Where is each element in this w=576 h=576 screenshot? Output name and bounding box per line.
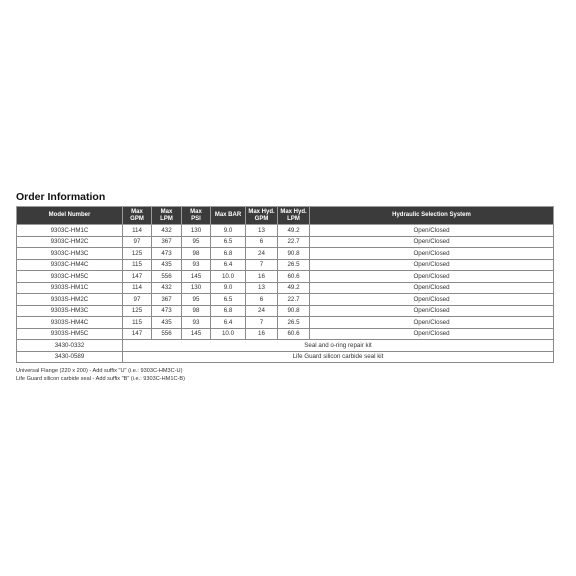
cell-hyd-lpm: 49.2 <box>278 282 310 294</box>
cell-lpm: 435 <box>152 317 182 329</box>
cell-hyd-lpm: 26.5 <box>278 259 310 271</box>
cell-lpm: 432 <box>152 282 182 294</box>
cell-model: 9303S-HM1C <box>17 282 123 294</box>
column-header-max-hyd-lpm <box>278 207 310 225</box>
kit-description: Life Guard silicon carbide seal kit <box>123 351 554 363</box>
cell-hyd-gpm: 13 <box>246 282 278 294</box>
cell-hyd-gpm: 24 <box>246 305 278 317</box>
cell-gpm: 147 <box>123 328 152 340</box>
cell-system: Open/Closed <box>310 294 554 306</box>
cell-model: 9303S-HM2C <box>17 294 123 306</box>
cell-gpm: 147 <box>123 271 152 283</box>
cell-model: 9303C-HM1C <box>17 225 123 237</box>
table-row <box>17 248 554 260</box>
kit-row <box>17 340 554 352</box>
cell-hyd-lpm: 90.8 <box>278 305 310 317</box>
column-header-max-psi <box>182 207 211 225</box>
cell-model: 9303S-HM5C <box>17 328 123 340</box>
cell-hyd-lpm: 60.6 <box>278 328 310 340</box>
cell-psi: 95 <box>182 236 211 248</box>
note-line: Life Guard silicon carbide seal - Add suffix "B" (i.e.: 9303C-HM1C-B) <box>16 375 185 382</box>
cell-hyd-lpm: 90.8 <box>278 248 310 260</box>
column-header-line: GPM <box>254 215 269 222</box>
column-header-line: Max <box>131 209 143 215</box>
cell-system: Open/Closed <box>310 259 554 271</box>
table-body <box>17 225 554 363</box>
order-table <box>16 206 554 363</box>
cell-bar: 10.0 <box>211 271 246 283</box>
cell-psi: 130 <box>182 282 211 294</box>
cell-psi: 98 <box>182 305 211 317</box>
column-header-hydraulic-selection-system <box>310 207 554 225</box>
column-header-line: Max BAR <box>214 212 242 219</box>
cell-psi: 98 <box>182 248 211 260</box>
cell-system: Open/Closed <box>310 236 554 248</box>
section-heading: Order Information <box>16 191 106 203</box>
table-row <box>17 294 554 306</box>
cell-model: 9303C-HM5C <box>17 271 123 283</box>
cell-psi: 145 <box>182 328 211 340</box>
cell-hyd-lpm: 22.7 <box>278 236 310 248</box>
kit-part-number: 3430-0589 <box>17 351 123 363</box>
cell-gpm: 114 <box>123 225 152 237</box>
cell-lpm: 435 <box>152 259 182 271</box>
cell-gpm: 125 <box>123 248 152 260</box>
column-header-line: Max <box>160 209 173 215</box>
cell-hyd-lpm: 49.2 <box>278 225 310 237</box>
cell-gpm: 125 <box>123 305 152 317</box>
column-header-max-bar <box>211 207 246 225</box>
column-header-max-lpm <box>152 207 182 225</box>
cell-lpm: 367 <box>152 236 182 248</box>
cell-gpm: 97 <box>123 236 152 248</box>
cell-hyd-lpm: 22.7 <box>278 294 310 306</box>
cell-hyd-gpm: 6 <box>246 236 278 248</box>
table-row <box>17 317 554 329</box>
order-notes <box>16 368 554 383</box>
cell-hyd-gpm: 7 <box>246 259 278 271</box>
cell-bar: 6.8 <box>211 305 246 317</box>
table-row <box>17 282 554 294</box>
cell-bar: 6.8 <box>211 248 246 260</box>
cell-hyd-gpm: 6 <box>246 294 278 306</box>
cell-bar: 9.0 <box>211 282 246 294</box>
cell-hyd-lpm: 60.6 <box>278 271 310 283</box>
column-header-line: Hydraulic Selection System <box>392 212 471 219</box>
column-header-max-gpm <box>123 207 152 225</box>
cell-bar: 6.5 <box>211 294 246 306</box>
column-header-line: LPM <box>160 215 173 222</box>
cell-psi: 130 <box>182 225 211 237</box>
cell-hyd-gpm: 16 <box>246 328 278 340</box>
cell-system: Open/Closed <box>310 305 554 317</box>
column-header-line: PSI <box>191 215 201 222</box>
kit-description: Seal and o-ring repair kit <box>123 340 554 352</box>
cell-model: 9303S-HM3C <box>17 305 123 317</box>
cell-gpm: 97 <box>123 294 152 306</box>
cell-bar: 6.5 <box>211 236 246 248</box>
column-header-line: Max Hyd. <box>248 209 275 215</box>
cell-hyd-gpm: 24 <box>246 248 278 260</box>
cell-bar: 6.4 <box>211 259 246 271</box>
cell-psi: 93 <box>182 317 211 329</box>
cell-hyd-gpm: 7 <box>246 317 278 329</box>
column-header-line: Model Number <box>48 212 91 219</box>
note-line: Universal Flange (220 x 200) - Add suffix "U" (i.e.: 9303C-HM3C-U) <box>16 368 183 374</box>
table-row <box>17 271 554 283</box>
kit-row <box>17 351 554 363</box>
table-row <box>17 305 554 317</box>
cell-psi: 93 <box>182 259 211 271</box>
cell-lpm: 556 <box>152 328 182 340</box>
cell-system: Open/Closed <box>310 282 554 294</box>
cell-model: 9303C-HM2C <box>17 236 123 248</box>
cell-lpm: 556 <box>152 271 182 283</box>
cell-gpm: 115 <box>123 259 152 271</box>
table-row <box>17 259 554 271</box>
column-header-line: Max <box>190 209 202 215</box>
cell-system: Open/Closed <box>310 248 554 260</box>
cell-system: Open/Closed <box>310 271 554 283</box>
column-header-line: GPM <box>130 215 144 222</box>
cell-bar: 10.0 <box>211 328 246 340</box>
cell-lpm: 473 <box>152 305 182 317</box>
cell-system: Open/Closed <box>310 225 554 237</box>
column-header-line: Max Hyd. <box>280 209 307 215</box>
cell-model: 9303S-HM4C <box>17 317 123 329</box>
column-header-model-number <box>17 207 123 225</box>
cell-psi: 95 <box>182 294 211 306</box>
cell-gpm: 114 <box>123 282 152 294</box>
cell-model: 9303C-HM3C <box>17 248 123 260</box>
cell-lpm: 473 <box>152 248 182 260</box>
cell-gpm: 115 <box>123 317 152 329</box>
column-header-line: LPM <box>287 215 300 222</box>
column-header-max-hyd-gpm <box>246 207 278 225</box>
cell-system: Open/Closed <box>310 317 554 329</box>
table-row <box>17 225 554 237</box>
cell-model: 9303C-HM4C <box>17 259 123 271</box>
cell-psi: 145 <box>182 271 211 283</box>
cell-hyd-gpm: 13 <box>246 225 278 237</box>
table-row <box>17 328 554 340</box>
cell-hyd-gpm: 16 <box>246 271 278 283</box>
kit-part-number: 3430-0332 <box>17 340 123 352</box>
cell-bar: 9.0 <box>211 225 246 237</box>
cell-hyd-lpm: 26.5 <box>278 317 310 329</box>
table-header-row <box>17 207 554 225</box>
cell-bar: 6.4 <box>211 317 246 329</box>
table-row <box>17 236 554 248</box>
cell-system: Open/Closed <box>310 328 554 340</box>
cell-lpm: 432 <box>152 225 182 237</box>
cell-lpm: 367 <box>152 294 182 306</box>
order-information-section <box>16 191 554 383</box>
